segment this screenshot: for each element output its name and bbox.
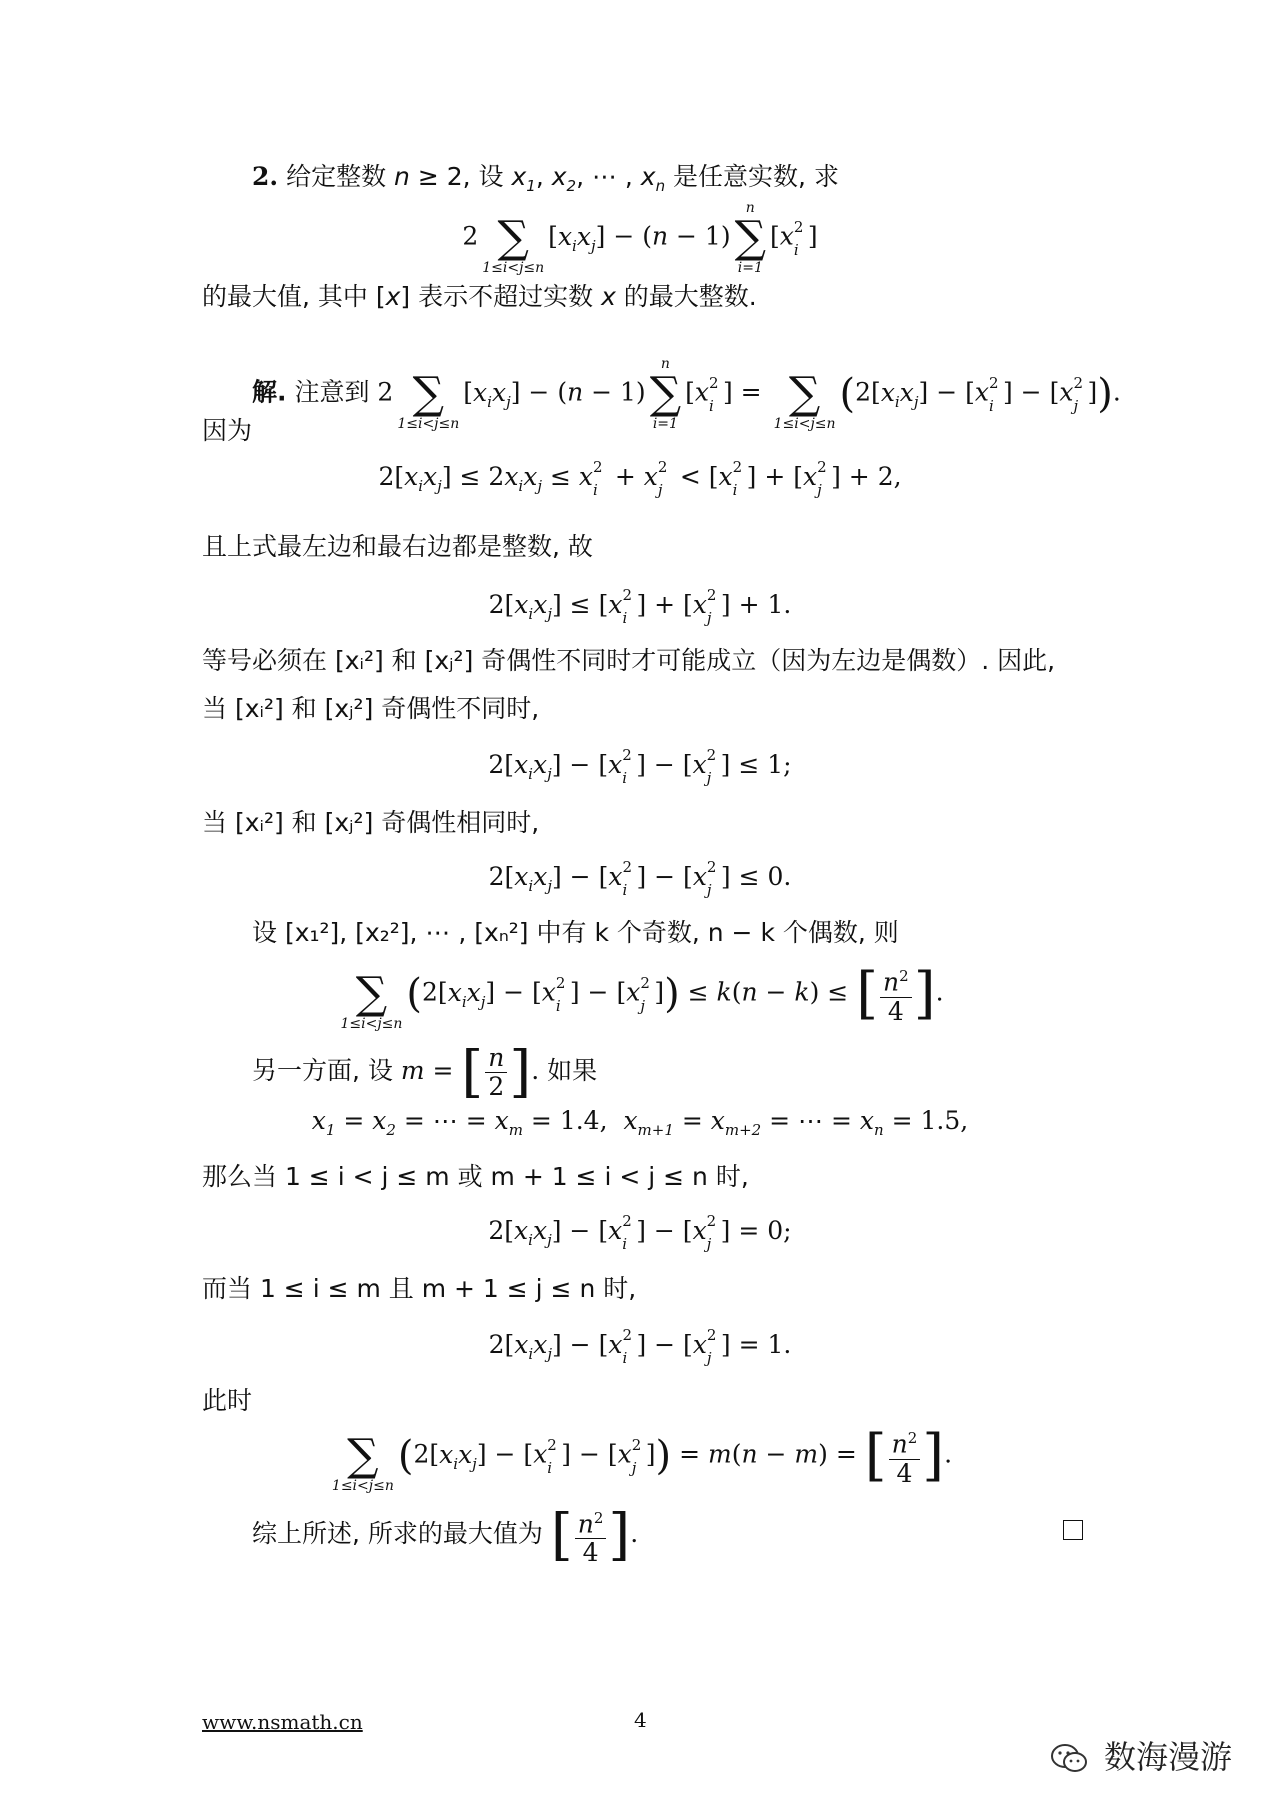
if-text: 如果 (547, 1056, 598, 1085)
equation-plus-one: $2[x_ix_j] \le [x$ 2 i ] + [x 2 j ] + 1. (488, 586, 792, 627)
because-text: 因为 (202, 416, 253, 445)
wechat-icon (1050, 1743, 1088, 1775)
equality-text: 等号必须在 [xᵢ²] 和 [xⱼ²] 奇偶性不同时才可能成立（因为左边是偶数）. 因此, (202, 646, 1056, 675)
footer-url-link[interactable]: www.nsmath.cn (202, 1710, 363, 1734)
assignment-line: $x_1 = x_2$ = ⋯ = $x_m = 1.4$, $x_{m+1} = x_{m+2}$ = ⋯ = $x_n = 1.5$, (311, 1106, 969, 1139)
watermark-text: 数海漫游 (1103, 1738, 1232, 1776)
conclusion-text: 综上所述, 所求的最大值为 (252, 1519, 543, 1549)
case-diff-text: 当 [xᵢ²] 和 [xⱼ²] 奇偶性不同时, (202, 694, 540, 723)
equation-eq-zero: $2[x_ix_j] - [x$ 2 i ] − [x 2 j ] = 0; (488, 1212, 792, 1253)
problem-statement-line2: 的最大值, 其中 [x] 表示不超过实数 x 的最大整数. (202, 282, 757, 311)
equation-inequality-chain: $2[x_ix_j] \le 2x_ix_j \le x$ 2 i + x 2 j < [x 2 i ] + [x 2 j ] + 2, (378, 458, 902, 499)
equation-sum-bound: ∑ 1≤i<j≤n ($2[x_ix_j] - [x$ 2 i ] − [x 2 j ]) ≤ k(n − k) ≤ [ $\frac{n^2}{4}$ ]. (340, 961, 944, 1032)
qed-box-icon (1063, 1520, 1083, 1540)
equation-sum-equal: ∑ 1≤i<j≤n ($2[x_ix_j] - [x$ 2 i ] − [x 2 j ]) = m(n − m) = [ $\frac{n^2}{4}$ ]. (331, 1423, 953, 1494)
case-same-text: 当 [xᵢ²] 和 [xⱼ²] 奇偶性相同时, (202, 808, 540, 837)
problem-statement-line1 (252, 160, 839, 203)
problem-expression: 2 ∑ 1≤i<j≤n $[x_ix_j] - (n - 1)$ n ∑ i=1 [x 2 i ] (462, 200, 818, 276)
equation-le-one: $2[x_ix_j] - [x$ 2 i ] − [x 2 j ] ≤ 1; (488, 746, 792, 787)
at-this-text: 此时 (202, 1386, 253, 1415)
and-text: 而当 1 ≤ i ≤ m 且 m + 1 ≤ j ≤ n 时, (202, 1274, 637, 1303)
watermark (1050, 1732, 1232, 1778)
solution-intro: 注意到 (294, 377, 370, 407)
problem-text: 给定整数 n ≥ 2, 设 $x_1$, $x_2$, ⋯ , $x_n$ 是任意实数, 求 (286, 162, 839, 195)
other-hand-line: 另一方面, 设 m = [ $\frac{n}{2}$ ]. 如果 (252, 1039, 598, 1105)
since-text: 且上式最左边和最右边都是整数, 故 (202, 532, 593, 561)
count-text: 设 [x₁²], [x₂²], ⋯ , [xₙ²] 中有 k 个奇数, n − k 个偶数, 则 (252, 918, 899, 947)
equation-eq-one: $2[x_ix_j] - [x$ 2 i ] − [x 2 j ] = 1. (488, 1326, 792, 1367)
solution-intro-line: 解. 注意到 2 ∑ 1≤i<j≤n $[x_ix_j] - (n - 1)$ n ∑ i=1 [x 2 i ] = ∑ 1≤i<j≤n ($2[x_ix_j] - [x$ 2 i ] − [x 2 j ]). (252, 356, 1121, 432)
equation-le-zero: $2[x_ix_j] - [x$ 2 i ] − [x 2 j ] ≤ 0. (488, 858, 792, 899)
solution-label: 解. (252, 377, 287, 407)
problem-number: 2. (252, 162, 279, 191)
then-text: 那么当 1 ≤ i < j ≤ m 或 m + 1 ≤ i < j ≤ n 时, (202, 1162, 749, 1191)
other-hand-text: 另一方面, 设 (252, 1056, 393, 1085)
page-number: 4 (634, 1708, 647, 1732)
conclusion-line: 综上所述, 所求的最大值为 [ $\frac{n^2}{4}$ ]. (252, 1502, 639, 1568)
